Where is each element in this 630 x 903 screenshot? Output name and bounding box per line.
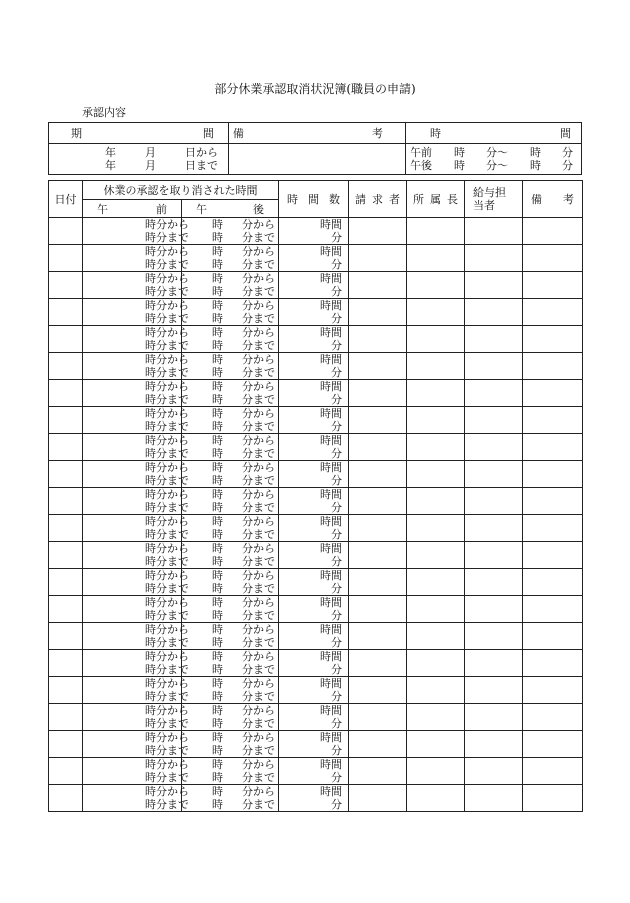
payroll-cell[interactable] [465,461,523,488]
table-row [49,461,583,488]
pm-time-cell: 時 分から 時 分まで [182,677,279,704]
dept-head-cell[interactable] [407,380,465,407]
dept-head-cell[interactable] [407,407,465,434]
remarks-cell[interactable] [523,704,583,731]
am-time-cell: 時 分から 時 分まで [83,407,182,434]
am-time-cell: 時 分から 時 分まで [83,623,182,650]
requester-cell[interactable] [349,596,407,623]
cancellation-log-table [48,180,583,812]
dept-head-cell[interactable] [407,326,465,353]
hours-cell: 時間 分 [279,326,349,353]
payroll-cell[interactable] [465,515,523,542]
remarks-cell[interactable] [523,677,583,704]
dept-head-cell[interactable] [407,623,465,650]
dept-head-cell[interactable] [407,677,465,704]
am-time-cell: 時 分から 時 分まで [83,299,182,326]
hours-cell: 時間 分 [279,758,349,785]
dept-head-cell[interactable] [407,569,465,596]
pm-time-cell: 時 分から 時 分まで [182,704,279,731]
am-header: 午 前 [83,200,182,218]
requester-cell[interactable] [349,677,407,704]
remarks-cell[interactable] [523,650,583,677]
pm-time-cell: 時 分から 時 分まで [182,461,279,488]
payroll-cell[interactable] [465,731,523,758]
notes-cell[interactable] [228,144,405,175]
pm-time-cell: 時 分から 時 分まで [182,353,279,380]
dept-head-cell[interactable] [407,758,465,785]
requester-cell[interactable] [349,299,407,326]
date-cell[interactable] [49,434,83,461]
approval-content-label: 承認内容 [82,106,126,119]
pm-time-cell: 時 分から 時 分まで [182,758,279,785]
remarks-header: 備 考 [523,181,583,218]
am-time-cell: 時 分から 時 分まで [83,434,182,461]
payroll-cell[interactable] [465,569,523,596]
date-cell[interactable] [49,785,83,812]
payroll-cell[interactable] [465,380,523,407]
table-row [49,218,583,245]
pm-time-cell: 時 分から 時 分まで [182,623,279,650]
hours-cell: 時間 分 [279,704,349,731]
requester-cell[interactable] [349,434,407,461]
remarks-cell[interactable] [523,542,583,569]
table-row [49,299,583,326]
date-cell[interactable] [49,569,83,596]
time-cell: 午前 時 分〜 時 分 午後 時 分〜 時 分 [406,144,582,175]
am-time-cell: 時 分から 時 分まで [83,758,182,785]
pm-header: 午 後 [182,200,279,218]
am-time-cell: 時 分から 時 分まで [83,677,182,704]
requester-cell[interactable] [349,218,407,245]
table-row [49,650,583,677]
table-row [49,677,583,704]
remarks-cell[interactable] [523,272,583,299]
am-time-cell: 時 分から 時 分まで [83,731,182,758]
hours-cell: 時間 分 [279,407,349,434]
requester-cell[interactable] [349,569,407,596]
payroll-cell[interactable] [465,704,523,731]
requester-cell[interactable] [349,272,407,299]
requester-cell[interactable] [349,353,407,380]
payroll-cell[interactable] [465,758,523,785]
date-cell[interactable] [49,272,83,299]
remarks-cell[interactable] [523,515,583,542]
table-row [49,542,583,569]
dept-head-cell[interactable] [407,785,465,812]
hours-cell: 時間 分 [279,785,349,812]
date-cell[interactable] [49,515,83,542]
am-time-cell: 時 分から 時 分まで [83,488,182,515]
date-cell[interactable] [49,488,83,515]
date-cell[interactable] [49,677,83,704]
payroll-cell[interactable] [465,434,523,461]
hours-header: 時 間 数 [279,181,349,218]
am-time-cell: 時 分から 時 分まで [83,380,182,407]
pm-time-cell: 時 分から 時 分まで [182,326,279,353]
am-time-cell: 時 分から 時 分まで [83,218,182,245]
remarks-cell[interactable] [523,785,583,812]
period-cell: 年 月 日から 年 月 日まで [49,144,229,175]
date-cell[interactable] [49,380,83,407]
table-row [49,623,583,650]
date-cell[interactable] [49,596,83,623]
table-row [49,488,583,515]
payroll-cell[interactable] [465,596,523,623]
remarks-cell[interactable] [523,461,583,488]
requester-header: 請 求 者 [349,181,407,218]
pm-time-cell: 時 分から 時 分まで [182,272,279,299]
am-time-cell: 時 分から 時 分まで [83,272,182,299]
am-time-cell: 時 分から 時 分まで [83,353,182,380]
dept-head-cell[interactable] [407,731,465,758]
payroll-cell[interactable] [465,542,523,569]
table-row [49,434,583,461]
remarks-cell[interactable] [523,434,583,461]
table-row [49,380,583,407]
time-header: 時 間 [406,123,582,144]
remarks-cell[interactable] [523,623,583,650]
pm-time-cell: 時 分から 時 分まで [182,596,279,623]
date-cell[interactable] [49,461,83,488]
hours-cell: 時間 分 [279,245,349,272]
hours-cell: 時間 分 [279,569,349,596]
am-time-cell: 時 分から 時 分まで [83,785,182,812]
table-row [49,353,583,380]
pm-time-cell: 時 分から 時 分まで [182,542,279,569]
date-cell[interactable] [49,353,83,380]
hours-cell: 時間 分 [279,299,349,326]
dept-head-cell[interactable] [407,434,465,461]
requester-cell[interactable] [349,245,407,272]
payroll-cell[interactable] [465,785,523,812]
requester-cell[interactable] [349,488,407,515]
approval-summary-table [48,122,582,175]
hours-cell: 時間 分 [279,731,349,758]
table-row [49,704,583,731]
date-cell[interactable] [49,623,83,650]
payroll-cell[interactable] [465,272,523,299]
hours-cell: 時間 分 [279,380,349,407]
pm-time-cell: 時 分から 時 分まで [182,488,279,515]
pm-time-cell: 時 分から 時 分まで [182,245,279,272]
period-header: 期 間 [49,123,229,144]
hours-cell: 時間 分 [279,623,349,650]
date-cell[interactable] [49,218,83,245]
payroll-cell[interactable] [465,218,523,245]
dept-head-cell[interactable] [407,299,465,326]
am-time-cell: 時 分から 時 分まで [83,569,182,596]
payroll-cell[interactable] [465,353,523,380]
dept-head-cell[interactable] [407,245,465,272]
payroll-cell[interactable] [465,677,523,704]
payroll-cell[interactable] [465,245,523,272]
requester-cell[interactable] [349,380,407,407]
dept-head-cell[interactable] [407,542,465,569]
pm-time-cell: 時 分から 時 分まで [182,515,279,542]
pm-time-cell: 時 分から 時 分まで [182,299,279,326]
table-row [49,245,583,272]
payroll-cell[interactable] [465,407,523,434]
remarks-cell[interactable] [523,299,583,326]
remarks-cell[interactable] [523,596,583,623]
dept-head-cell[interactable] [407,272,465,299]
hours-cell: 時間 分 [279,542,349,569]
date-cell[interactable] [49,758,83,785]
remarks-cell[interactable] [523,326,583,353]
table-row [49,272,583,299]
payroll-cell[interactable] [465,623,523,650]
dept-head-cell[interactable] [407,704,465,731]
hours-cell: 時間 分 [279,596,349,623]
hours-cell: 時間 分 [279,218,349,245]
dept-head-cell[interactable] [407,488,465,515]
remarks-cell[interactable] [523,353,583,380]
hours-cell: 時間 分 [279,488,349,515]
requester-cell[interactable] [349,731,407,758]
pm-time-cell: 時 分から 時 分まで [182,731,279,758]
hours-cell: 時間 分 [279,515,349,542]
date-cell[interactable] [49,245,83,272]
table-row [49,785,583,812]
remarks-cell[interactable] [523,488,583,515]
dept-head-cell[interactable] [407,461,465,488]
payroll-cell[interactable] [465,488,523,515]
am-time-cell: 時 分から 時 分まで [83,596,182,623]
hours-cell: 時間 分 [279,353,349,380]
notes-header: 備 考 [228,123,405,144]
am-time-cell: 時 分から 時 分まで [83,704,182,731]
pm-time-cell: 時 分から 時 分まで [182,569,279,596]
table-row [49,407,583,434]
date-cell[interactable] [49,407,83,434]
requester-cell[interactable] [349,407,407,434]
pm-time-cell: 時 分から 時 分まで [182,434,279,461]
remarks-cell[interactable] [523,731,583,758]
am-time-cell: 時 分から 時 分まで [83,245,182,272]
dept-head-cell[interactable] [407,650,465,677]
table-row [49,758,583,785]
requester-cell[interactable] [349,785,407,812]
date-cell[interactable] [49,650,83,677]
date-header: 日付 [49,181,83,218]
requester-cell[interactable] [349,650,407,677]
pm-time-cell: 時 分から 時 分まで [182,380,279,407]
am-time-cell: 時 分から 時 分まで [83,515,182,542]
am-time-cell: 時 分から 時 分まで [83,461,182,488]
payroll-cell[interactable] [465,299,523,326]
am-time-cell: 時 分から 時 分まで [83,542,182,569]
pm-time-cell: 時 分から 時 分まで [182,407,279,434]
remarks-cell[interactable] [523,245,583,272]
payroll-cell[interactable] [465,650,523,677]
table-row [49,326,583,353]
hours-cell: 時間 分 [279,677,349,704]
dept-head-cell[interactable] [407,353,465,380]
requester-cell[interactable] [349,623,407,650]
payroll-header: 給与担当者 [465,181,523,218]
date-cell[interactable] [49,326,83,353]
requester-cell[interactable] [349,326,407,353]
date-cell[interactable] [49,704,83,731]
dept-head-cell[interactable] [407,218,465,245]
pm-time-cell: 時 分から 時 分まで [182,218,279,245]
table-row [49,596,583,623]
date-cell[interactable] [49,731,83,758]
requester-cell[interactable] [349,515,407,542]
remarks-cell[interactable] [523,407,583,434]
date-cell[interactable] [49,542,83,569]
table-row [49,515,583,542]
hours-cell: 時間 分 [279,650,349,677]
cancelled-time-header: 休業の承認を取り消された時間 [83,181,279,200]
remarks-cell[interactable] [523,218,583,245]
requester-cell[interactable] [349,758,407,785]
dept-head-cell[interactable] [407,515,465,542]
remarks-cell[interactable] [523,569,583,596]
dept-head-cell[interactable] [407,596,465,623]
date-cell[interactable] [49,299,83,326]
dept-head-header: 所 属 長 [407,181,465,218]
requester-cell[interactable] [349,461,407,488]
hours-cell: 時間 分 [279,461,349,488]
hours-cell: 時間 分 [279,434,349,461]
payroll-cell[interactable] [465,326,523,353]
table-row [49,569,583,596]
requester-cell[interactable] [349,704,407,731]
remarks-cell[interactable] [523,380,583,407]
am-time-cell: 時 分から 時 分まで [83,326,182,353]
page-title: 部分休業承認取消状況簿(職員の申請) [214,82,416,96]
pm-time-cell: 時 分から 時 分まで [182,785,279,812]
table-row [49,731,583,758]
remarks-cell[interactable] [523,758,583,785]
requester-cell[interactable] [349,542,407,569]
pm-time-cell: 時 分から 時 分まで [182,650,279,677]
hours-cell: 時間 分 [279,272,349,299]
am-time-cell: 時 分から 時 分まで [83,650,182,677]
